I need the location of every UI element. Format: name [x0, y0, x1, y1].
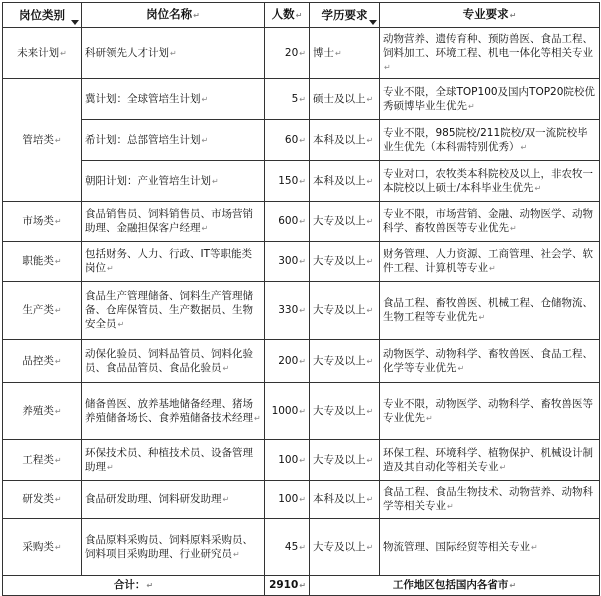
total-count-cell: 2910↵ [265, 576, 310, 596]
count-cell: 100↵ [265, 481, 310, 519]
recruitment-table [2, 2, 600, 596]
header-position[interactable]: 岗位名称↵ [82, 3, 265, 28]
count-cell: 150↵ [265, 161, 310, 202]
position-cell: 希计划：总部管培生计划↵ [82, 120, 265, 161]
education-cell: 大专及以上↵ [310, 383, 380, 440]
position-cell: 储备兽医、放养基地储备经理、猪场养殖储备场长、食养殖储备技术经理↵ [82, 383, 265, 440]
position-cell: 动保化验员、饲料品管员、饲料化验员、食品品管员、食品化验员↵ [82, 340, 265, 383]
sort-down-icon[interactable] [71, 20, 79, 25]
total-label-cell: 合计：↵ [3, 576, 265, 596]
category-cell: 养殖类↵ [3, 383, 82, 440]
sort-down-icon[interactable] [369, 20, 377, 25]
category-cell: 职能类↵ [3, 242, 82, 282]
category-cell: 工程类↵ [3, 440, 82, 481]
education-cell: 本科及以上↵ [310, 481, 380, 519]
header-count: 人数↵ [265, 3, 310, 28]
table-row [3, 340, 600, 383]
education-cell: 大专及以上↵ [310, 242, 380, 282]
education-cell: 本科及以上↵ [310, 161, 380, 202]
count-cell: 45↵ [265, 519, 310, 576]
count-cell: 5↵ [265, 79, 310, 120]
count-cell: 200↵ [265, 340, 310, 383]
position-cell: 环保技术员、种植技术员、设备管理助理↵ [82, 440, 265, 481]
position-cell: 食品原料采购员、饲料原料采购员、饲料项目采购助理、行业研究员↵ [82, 519, 265, 576]
education-cell: 大专及以上↵ [310, 340, 380, 383]
table-row [3, 440, 600, 481]
table-row [3, 282, 600, 340]
table-row [3, 519, 600, 576]
category-cell: 研发类↵ [3, 481, 82, 519]
count-cell: 600↵ [265, 202, 310, 242]
count-cell: 300↵ [265, 242, 310, 282]
count-cell: 60↵ [265, 120, 310, 161]
paragraph-mark: ↵ [509, 11, 517, 20]
total-row [3, 576, 600, 596]
count-cell: 330↵ [265, 282, 310, 340]
region-note-cell: 工作地区包括国内各省市↵ [310, 576, 600, 596]
category-cell: 生产类↵ [3, 282, 82, 340]
header-major: 专业要求↵ [380, 3, 600, 28]
count-cell: 100↵ [265, 440, 310, 481]
major-cell: 物流管理、国际经贸等相关专业↵ [380, 519, 600, 576]
paragraph-mark: ↵ [193, 11, 200, 20]
category-cell: 市场类↵ [3, 202, 82, 242]
major-cell: 动物营养、遗传育种、预防兽医、食品工程、饲料加工、环境工程、机电一体化等相关专业↵ [380, 28, 600, 79]
major-cell: 专业不限，985院校/211院校/双一流院校毕业生优先（本科需特别优秀）↵ [380, 120, 600, 161]
category-cell: 采购类↵ [3, 519, 82, 576]
major-cell: 动物医学、动物科学、畜牧兽医、食品工程、化学等专业优先↵ [380, 340, 600, 383]
header-education[interactable]: 学历要求 [310, 3, 380, 28]
major-cell: 食品工程、食品生物技术、动物营养、动物科学等相关专业↵ [380, 481, 600, 519]
education-cell: 大专及以上↵ [310, 282, 380, 340]
education-cell: 本科及以上↵ [310, 120, 380, 161]
major-cell: 专业不限，动物医学、动物科学、畜牧兽医等专业优先↵ [380, 383, 600, 440]
position-cell: 食品销售员、饲料销售员、市场营销助理、金融担保客户经理↵ [82, 202, 265, 242]
table-row [3, 161, 600, 202]
education-cell: 大专及以上↵ [310, 202, 380, 242]
table-row [3, 79, 600, 120]
category-cell: 未来计划↵ [3, 28, 82, 79]
major-cell: 专业对口，农牧类本科院校及以上，非农牧一本院校以上硕士/本科毕业生优先↵ [380, 161, 600, 202]
header-row [3, 3, 600, 28]
major-cell: 专业不限，全球TOP100及国内TOP20院校优秀硕博毕业生优先↵ [380, 79, 600, 120]
count-cell: 20↵ [265, 28, 310, 79]
position-cell: 食品生产管理储备、饲料生产管理储备、仓库保管员、生产数据员、生物安全员↵ [82, 282, 265, 340]
education-cell: 博士↵ [310, 28, 380, 79]
position-cell: 食品研发助理、饲料研发助理↵ [82, 481, 265, 519]
major-cell: 财务管理、人力资源、工商管理、社会学、软件工程、计算机等专业↵ [380, 242, 600, 282]
position-cell: 科研领先人才计划↵ [82, 28, 265, 79]
category-cell: 管培类↵ [3, 79, 82, 202]
category-cell: 品控类↵ [3, 340, 82, 383]
education-cell: 硕士及以上↵ [310, 79, 380, 120]
education-cell: 大专及以上↵ [310, 440, 380, 481]
paragraph-mark: ↵ [295, 11, 303, 20]
position-cell: 冀计划：全球管培生计划↵ [82, 79, 265, 120]
count-cell: 1000↵ [265, 383, 310, 440]
table-row [3, 120, 600, 161]
table-row [3, 28, 600, 79]
table-row [3, 242, 600, 282]
major-cell: 专业不限，市场营销、金融、动物医学、动物科学、畜牧兽医等专业优先↵ [380, 202, 600, 242]
header-category[interactable]: 岗位类别 [3, 3, 82, 28]
table-row [3, 383, 600, 440]
major-cell: 环保工程、环境科学、植物保护、机械设计制造及其自动化等相关专业↵ [380, 440, 600, 481]
table-row [3, 202, 600, 242]
position-cell: 朝阳计划：产业管培生计划↵ [82, 161, 265, 202]
education-cell: 大专及以上↵ [310, 519, 380, 576]
position-cell: 包括财务、人力、行政、IT等职能类岗位↵ [82, 242, 265, 282]
major-cell: 食品工程、畜牧兽医、机械工程、仓储物流、生物工程等专业优先↵ [380, 282, 600, 340]
table-row [3, 481, 600, 519]
